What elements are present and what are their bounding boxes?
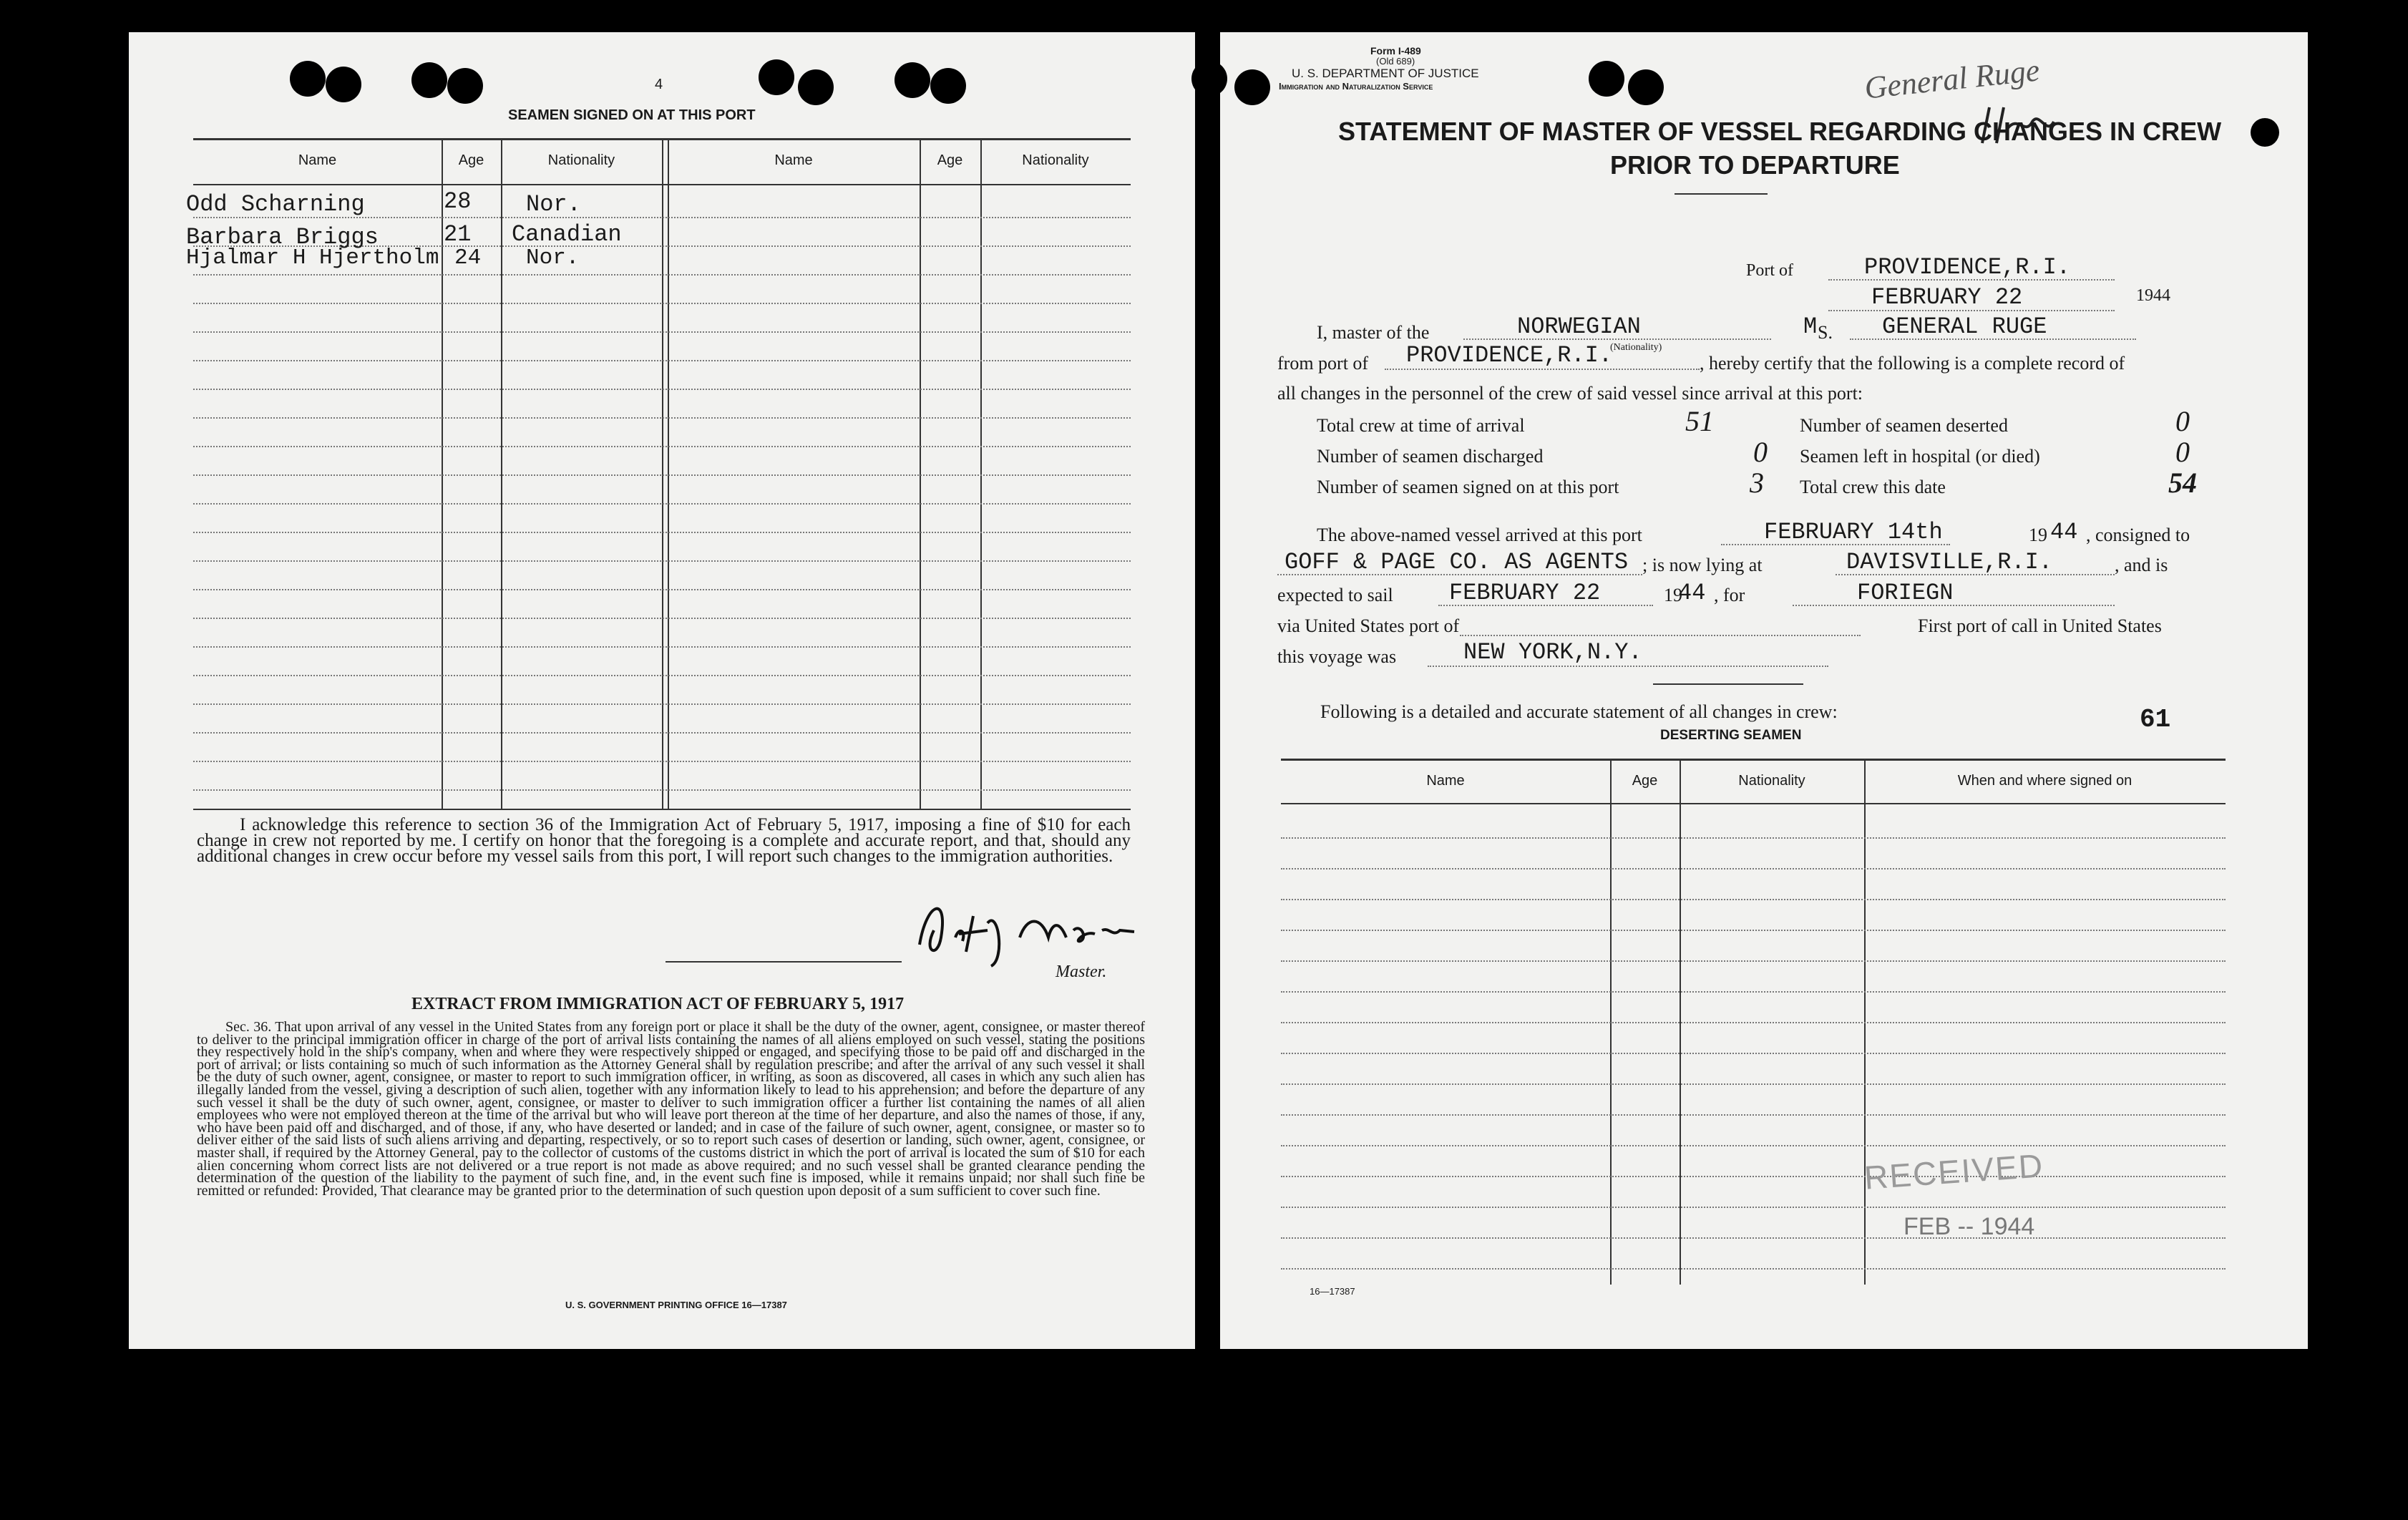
year-value: 1944 xyxy=(2136,286,2170,305)
col-header-name-2: Name xyxy=(774,152,813,168)
total-date-label: Total crew this date xyxy=(1800,477,1946,497)
lying-value: DAVISVILLE,R.I. xyxy=(1846,549,2053,575)
voyage-value: NEW YORK,N.Y. xyxy=(1463,639,1642,666)
punch-hole xyxy=(759,59,794,95)
certify-text: , hereby certify that the following is a complete record of xyxy=(1700,353,2125,374)
right-page xyxy=(1220,32,2308,1349)
arrived-value: FEBRUARY 14th xyxy=(1764,519,1943,545)
expected-label: expected to sail xyxy=(1277,585,1393,605)
master-of-label: I, master of the xyxy=(1317,322,1430,343)
page-number: 4 xyxy=(655,77,663,92)
vessel-name: GENERAL RUGE xyxy=(1882,313,2047,340)
following-label: Following is a detailed and accurate statement of all changes in crew: xyxy=(1320,701,1838,722)
voyage-label: this voyage was xyxy=(1277,646,1397,667)
desert-col-age: Age xyxy=(1632,773,1658,789)
deserting-title: DESERTING SEAMEN xyxy=(1660,728,1802,743)
col-header-age: Age xyxy=(458,152,484,168)
punch-hole xyxy=(447,68,483,104)
department-name: U. S. DEPARTMENT OF JUSTICE xyxy=(1292,67,1479,80)
port-of-label: Port of xyxy=(1746,261,1793,280)
row-2-age: 21 xyxy=(444,221,472,248)
punch-hole xyxy=(411,62,447,98)
deserted-label: Number of seamen deserted xyxy=(1800,415,2008,436)
acknowledgement-text: I acknowledge this reference to section 36 of the Immigration Act of February 5, 1917, imposing a fine of $10 for each change in crew not reported by me. I certify on honor that the foregoing is a complete and accurate report, and that, should any additional changes in crew occur before my vessel sails from this port, I will report such changes to the immigration authorities. xyxy=(197,815,1131,866)
punch-hole xyxy=(930,68,966,104)
printer-line: U. S. GOVERNMENT PRINTING OFFICE 16—17387 xyxy=(565,1300,787,1310)
hospital-label: Seamen left in hospital (or died) xyxy=(1800,446,2040,467)
from-port-label: from port of xyxy=(1277,353,1369,374)
sail-value: FEBRUARY 22 xyxy=(1449,580,1601,606)
nationality-value: NORWEGIAN xyxy=(1517,313,1641,340)
extract-title: EXTRACT FROM IMMIGRATION ACT OF FEBRUARY 5, 1917 xyxy=(411,995,905,1013)
ms-m: M xyxy=(1803,313,1818,340)
form-title-line1: STATEMENT OF MASTER OF VESSEL REGARDING CHANGES IN CREW xyxy=(1338,117,2222,146)
row-2-nationality: Canadian xyxy=(512,221,622,248)
total-arrival-label: Total crew at time of arrival xyxy=(1317,415,1525,436)
torn-corner xyxy=(2251,118,2279,147)
consigned-label: , consigned to xyxy=(2086,525,2190,545)
and-is-label: , and is xyxy=(2115,555,2168,575)
total-arrival-value: 51 xyxy=(1685,405,1714,437)
port-value: PROVIDENCE,R.I. xyxy=(1864,254,2071,281)
signed-on-label: Number of seamen signed on at this port xyxy=(1317,477,1619,497)
col-header-nationality-2: Nationality xyxy=(1022,152,1089,168)
desert-col-when-where: When and where signed on xyxy=(1957,773,2132,789)
row-3-nationality: Nor. xyxy=(526,245,580,271)
arrived-year: 44 xyxy=(2050,519,2078,545)
signed-on-value: 3 xyxy=(1750,467,1764,499)
for-label: , for xyxy=(1714,585,1745,605)
hospital-value: 0 xyxy=(2175,436,2190,468)
page-marker: 61 xyxy=(2140,705,2171,734)
received-stamp-date: FEB -- 1944 xyxy=(1904,1213,2035,1240)
footer-code: 16—17387 xyxy=(1310,1286,1355,1297)
left-page xyxy=(129,32,1195,1349)
section-title: SEAMEN SIGNED ON AT THIS PORT xyxy=(508,107,756,123)
row-3-age: 24 xyxy=(454,245,482,271)
from-port-value: PROVIDENCE,R.I. xyxy=(1406,342,1613,369)
punch-hole xyxy=(1191,61,1227,97)
form-old-number: (Old 689) xyxy=(1376,56,1415,67)
row-1-nationality: Nor. xyxy=(526,191,581,218)
row-3-name: Hjalmar H Hjertholm xyxy=(186,245,439,271)
discharged-value: 0 xyxy=(1753,436,1768,468)
master-label: Master. xyxy=(1056,963,1107,981)
extract-text: Sec. 36. That upon arrival of any vessel in the United States from any foreign port or place it shall be the duty of the owner, agent, consignee, or master thereof to deliver to the principal immigration officer in charge of the port of arrival lists containing the names of all aliens employed on such vessel, stating the positions they respectively hold in the ship's company, when and where they were respectively shipped or engaged, and specifying those to be paid off and discharged in the port of arrival; or lists containing so much of such information as the Attorney General shall by regulation prescribe; and after the arrival of any such vessel it shall be the duty of such owner, agent, consignee, or master to report to such immigration officer, in writing, as soon as discovered, all cases in which any such alien has illegally landed from the vessel, giving a description of such alien, together with any information likely to lead to his apprehension; and before the departure of any such vessel it shall be the duty of such owner, agent, consignee, or master to deliver to such immigration officer a further list containing the names of all alien employees who were not employed thereon at the time of the arrival but who will leave port thereon at the time of her departure, and also the names of those, if any, who have been paid off and discharged, and of those, if any, who have deserted or landed; and in case of the failure of such owner, agent, consignee, or master so to deliver either of the said lists of such aliens arriving and departing, respectively, or so to report such cases of desertion or landing, such owner, agent, consignee, or master shall, if required by the Attorney General, pay to the collector of customs of the customs district in which the port of arrival is located the sum of $10 for each alien concerning whom correct lists are not delivered or a true report is not made as above required; and no such vessel shall be granted clearance pending the determination of the question of the liability to the payment of such fine, and, in the event such fine is imposed, while it remains unpaid; nor shall such fine be remitted or refunded: Provided, That clearance may be granted prior to the determination of such question upon deposit of a sum sufficient to cover such fine. xyxy=(197,1019,1145,1199)
col-header-name: Name xyxy=(298,152,337,168)
punch-hole xyxy=(1234,69,1270,105)
changes-text: all changes in the personnel of the crew of said vessel since arrival at this port: xyxy=(1277,383,1863,404)
punch-hole xyxy=(290,61,326,97)
lying-label: ; is now lying at xyxy=(1642,555,1763,575)
col-header-age-2: Age xyxy=(937,152,963,168)
via-label: via United States port of xyxy=(1277,615,1460,636)
col-header-nationality: Nationality xyxy=(547,152,615,168)
punch-hole xyxy=(1628,69,1664,105)
for-value: FORIEGN xyxy=(1857,580,1954,606)
handwritten-vessel-name: General Ruge xyxy=(1863,52,2042,106)
arrived-year-prefix: 19 xyxy=(2029,525,2047,545)
nationality-caption: (Nationality) xyxy=(1610,342,1662,353)
sail-year-prefix: 19 xyxy=(1664,585,1682,605)
deserted-value: 0 xyxy=(2175,405,2190,437)
punch-hole xyxy=(895,62,930,98)
desert-col-nationality: Nationality xyxy=(1738,773,1805,789)
total-date-value: 54 xyxy=(2168,467,2197,499)
received-stamp: RECEIVED xyxy=(1863,1146,2045,1197)
arrived-label: The above-named vessel arrived at this port xyxy=(1317,525,1642,545)
row-1-name: Odd Scharning xyxy=(186,191,365,218)
row-1-age: 28 xyxy=(444,188,472,215)
punch-hole xyxy=(1589,61,1624,97)
desert-col-name: Name xyxy=(1426,773,1465,789)
service-name: Immigration and Naturalization Service xyxy=(1279,81,1433,92)
form-number: Form I-489 xyxy=(1370,45,1421,57)
punch-hole xyxy=(798,69,834,105)
discharged-label: Number of seamen discharged xyxy=(1317,446,1544,467)
punch-hole xyxy=(326,67,361,102)
first-port-label: First port of call in United States xyxy=(1918,615,2162,636)
row-2-name: Barbara Briggs xyxy=(186,224,379,250)
consignee-value: GOFF & PAGE CO. AS AGENTS xyxy=(1285,549,1629,575)
date-value: FEBRUARY 22 xyxy=(1871,284,2023,311)
form-title-line2: PRIOR TO DEPARTURE xyxy=(1610,150,1900,180)
ms-label: S. xyxy=(1818,322,1833,343)
sail-year: 44 xyxy=(1678,580,1706,606)
